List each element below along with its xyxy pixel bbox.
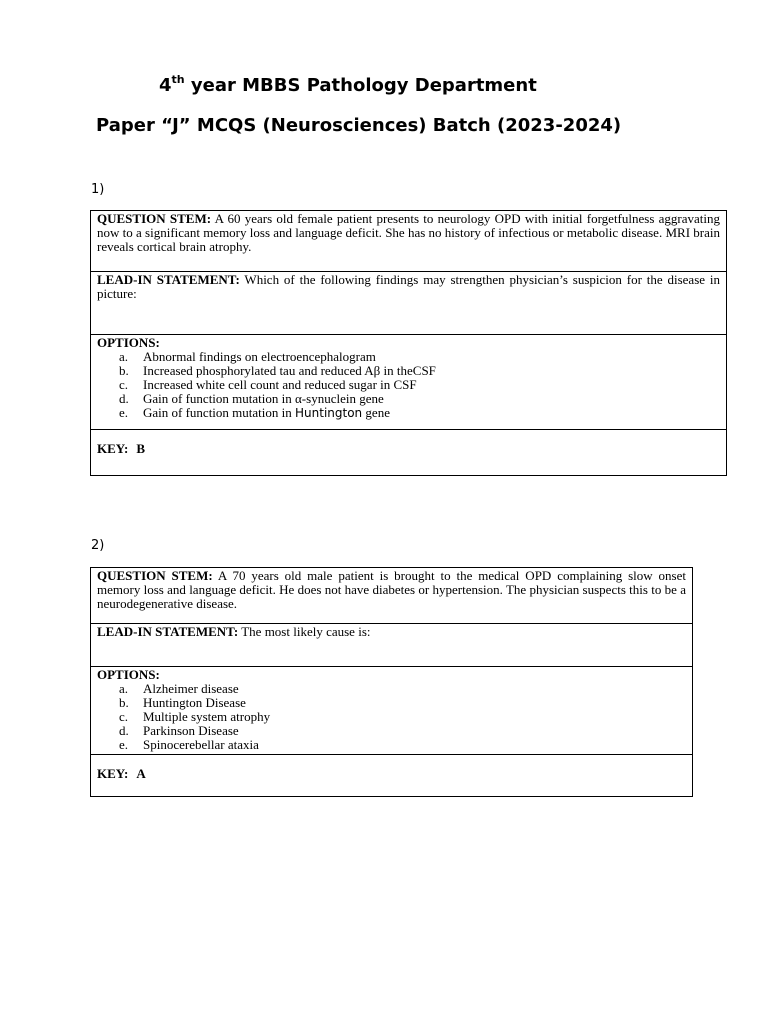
options-cell — [91, 667, 693, 755]
options-cell — [91, 335, 727, 430]
document-subtitle: Paper “J” MCQS (Neurosciences) Batch (2023-2024) — [96, 115, 622, 136]
option-item: c. Multiple system atrophy — [119, 709, 271, 724]
key-cell — [91, 755, 693, 797]
key-label: KEY: — [97, 441, 129, 456]
options-list — [97, 682, 686, 752]
option-item: a. Alzheimer disease — [119, 681, 239, 696]
superscript-th: th — [171, 73, 185, 86]
option-item: c. Increased white cell count and reduced sugar in CSF — [119, 377, 417, 392]
key-value: B — [136, 441, 145, 456]
question-stem-label: QUESTION STEM: — [97, 211, 212, 226]
options-list — [97, 350, 720, 420]
lead-in-cell — [91, 624, 693, 667]
option-item: a. Abnormal findings on electroencephalogram — [119, 349, 376, 364]
question-stem-cell — [91, 211, 727, 272]
option-item: d. Gain of function mutation in α-synuclein gene — [119, 391, 384, 406]
option-item: e. Gain of function mutation in Huntington gene — [119, 405, 390, 420]
option-item: b. Increased phosphorylated tau and reduced Aβ in theCSF — [119, 363, 436, 378]
lead-in-label: LEAD-IN STATEMENT: — [97, 272, 240, 287]
key-label: KEY: — [97, 766, 129, 781]
question-stem-text: A 60 years old female patient presents to neurology OPD with initial forgetfulness aggravating now to a significant memory loss and language deficit. She has no history of infectious or metabolic disease. MRI brain reveals cortical brain atrophy. — [97, 211, 720, 254]
question-stem-label: QUESTION STEM: — [97, 568, 213, 583]
question-table-1 — [90, 210, 727, 476]
question-number: 2) — [91, 538, 105, 553]
options-label: OPTIONS: — [97, 335, 160, 350]
options-label: OPTIONS: — [97, 667, 160, 682]
document-title: 4th year MBBS Pathology Department — [159, 73, 537, 96]
option-item: b. Huntington Disease — [119, 695, 246, 710]
question-stem-text: A 70 years old male patient is brought to the medical OPD complaining slow onset memory loss and language deficit. He does not have diabetes or hypertension. The physician suspects this to be a neurodegenerative disease. — [97, 568, 686, 611]
lead-in-cell — [91, 272, 727, 335]
question-table-2 — [90, 567, 693, 797]
lead-in-label: LEAD-IN STATEMENT: — [97, 624, 239, 639]
question-stem-cell — [91, 568, 693, 624]
question-number: 1) — [91, 182, 105, 197]
lead-in-text: Which of the following findings may strengthen physician’s suspicion for the disease in picture: — [97, 272, 720, 301]
key-value: A — [136, 766, 146, 781]
option-item: e. Spinocerebellar ataxia — [119, 737, 259, 752]
option-item: d. Parkinson Disease — [119, 723, 239, 738]
lead-in-text: The most likely cause is: — [238, 624, 371, 639]
key-cell — [91, 430, 727, 476]
